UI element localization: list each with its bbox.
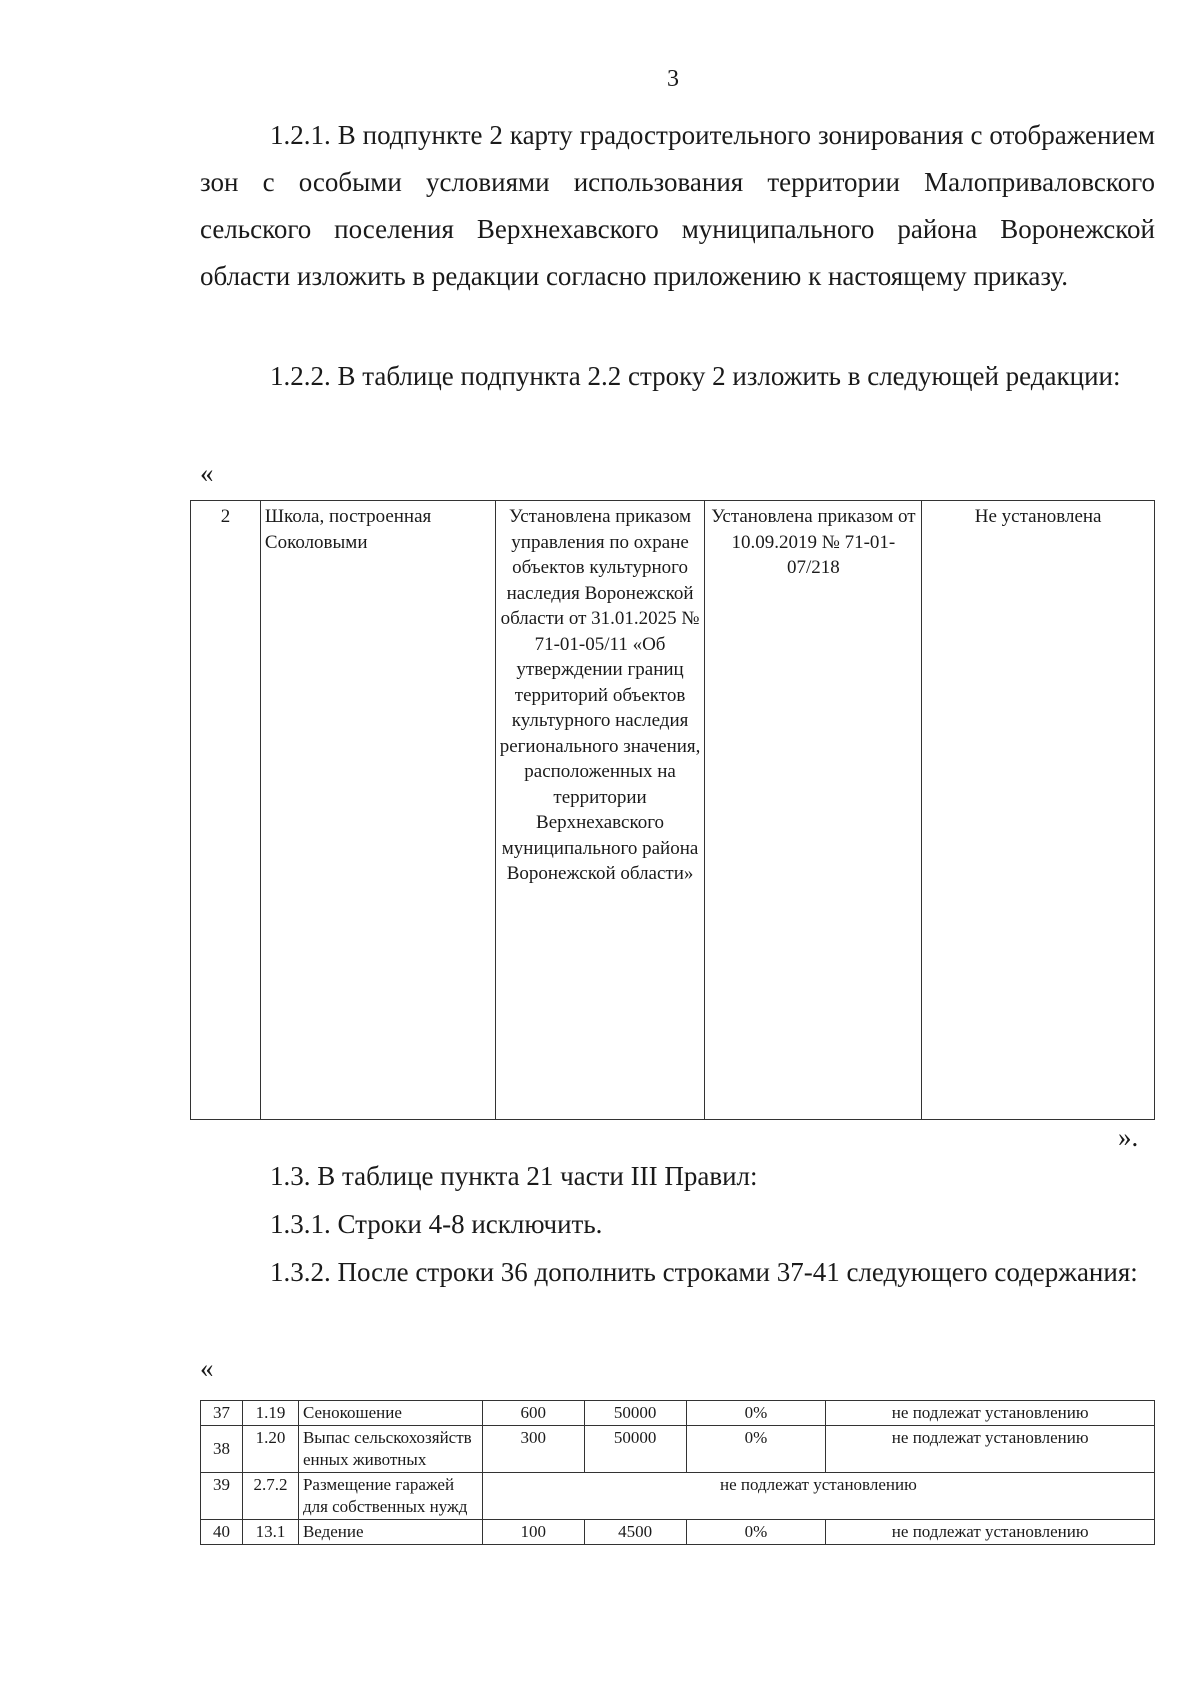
page-number: 3 (667, 66, 679, 92)
row-number-cell: 39 (201, 1473, 243, 1520)
code-cell: 1.20 (242, 1426, 298, 1473)
land-use-table (200, 1400, 1155, 1545)
paragraph-1-3-2: 1.3.2. После строки 36 дополнить строками 37-41 следующего содержания: (270, 1257, 1138, 1287)
zone-status-cell: Не установлена (922, 501, 1155, 1120)
closing-quote: ». (1118, 1122, 1139, 1152)
use-name-cell: Ведение (298, 1520, 482, 1545)
protection-zone-cell: Установлена приказом от 10.09.2019 № 71-01-07/218 (705, 501, 922, 1120)
note-cell: не подлежат установлению (826, 1426, 1155, 1473)
table-row (201, 1401, 1155, 1426)
code-cell: 2.7.2 (242, 1473, 298, 1520)
code-cell: 13.1 (242, 1520, 298, 1545)
opening-quote: « (200, 458, 214, 488)
max-area-cell: 4500 (584, 1520, 686, 1545)
max-area-cell: 50000 (584, 1401, 686, 1426)
table-row (191, 501, 1155, 1120)
row-number-cell: 2 (191, 501, 261, 1120)
min-area-cell: 100 (482, 1520, 584, 1545)
row-2-table (190, 500, 1155, 1120)
merged-note-cell: не подлежат установлению (482, 1473, 1154, 1520)
paragraph-1-3: 1.3. В таблице пункта 21 части III Правил: (270, 1161, 758, 1191)
table-row (201, 1520, 1155, 1545)
paragraph-1-2-2: 1.2.2. В таблице подпункта 2.2 строку 2 изложить в следующей редакции: (270, 361, 1121, 391)
row-number-cell: 38 (201, 1426, 243, 1473)
note-cell: не подлежат установлению (826, 1520, 1155, 1545)
territory-boundary-cell: Установлена приказом управления по охране объектов культурного наследия Воронежской области от 31.01.2025 № 71-01-05/11 «Об утверждении границ территорий объектов культурного наследия регионального значения, расположенных на территории Верхнехавского муниципального района Воронежской области» (495, 501, 705, 1120)
paragraph-1-2-1: 1.2.1. В подпункте 2 карту градостроительного зонирования с отображением зон с особыми условиями использования территории Малоприваловского сельского поселения Верхнехавского муниципального района Воронежской области изложить в редакции согласно приложению к настоящему приказу. (200, 120, 1155, 291)
use-name-cell: Сенокошение (298, 1401, 482, 1426)
row-number-cell: 40 (201, 1520, 243, 1545)
max-area-cell: 50000 (584, 1426, 686, 1473)
min-area-cell: 600 (482, 1401, 584, 1426)
percent-cell: 0% (686, 1426, 826, 1473)
row-number-cell: 37 (201, 1401, 243, 1426)
use-name-cell: Выпас сельскохозяйственных животных (298, 1426, 482, 1473)
percent-cell: 0% (686, 1401, 826, 1426)
code-cell: 1.19 (242, 1401, 298, 1426)
paragraph-1-3-1: 1.3.1. Строки 4-8 исключить. (270, 1209, 603, 1239)
table-row (201, 1426, 1155, 1473)
object-name-cell: Школа, построенная Соколовыми (260, 501, 495, 1120)
percent-cell: 0% (686, 1520, 826, 1545)
note-cell: не подлежат установлению (826, 1401, 1155, 1426)
min-area-cell: 300 (482, 1426, 584, 1473)
use-name-cell: Размещение гаражей для собственных нужд (298, 1473, 482, 1520)
opening-quote-2: « (200, 1353, 214, 1383)
table-row (201, 1473, 1155, 1520)
